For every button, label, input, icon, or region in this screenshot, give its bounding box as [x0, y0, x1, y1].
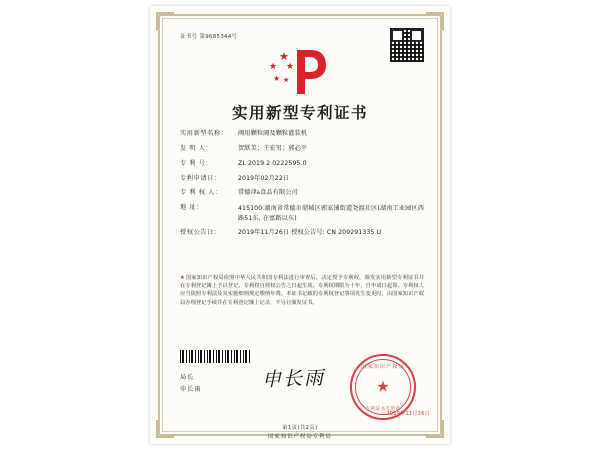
star-icon: ★	[273, 74, 281, 83]
field-label: 专利申请日：	[180, 174, 221, 182]
legal-note-text: 国家知识产权局依照中华人民共和国专利法进行审查后，决定授予专利权，颁发实用新型专利证书并在专利登记簿上予以登记。专利权自授权公告之日起生效。专利权期限为十年，自申请日起算。专利权人应当依照专利法及其实施细则规定缴纳年费。本证书记载的专利权登记事项发生变更时，由国家知识产权局办理登记手续并在专利登记簿上记录，不另行颁发证书。	[180, 275, 424, 306]
seal-top-text: 国家知识产权局	[361, 364, 405, 370]
field-label: 授权公告日：	[180, 229, 221, 237]
field-list	[180, 130, 424, 244]
note-star-icon: ★	[180, 275, 185, 281]
emblem-p-mark	[293, 48, 327, 96]
star-icon: ★	[269, 62, 278, 72]
corner-ornament	[426, 12, 444, 30]
field-row-address	[180, 204, 424, 223]
star-icon: ★	[286, 62, 295, 72]
page-number: 第1页(共2页)	[282, 425, 318, 431]
issuer-footer: 国家知识产权局专利局	[268, 434, 332, 440]
star-icon: ★	[279, 50, 289, 63]
field-value: 415100 湖南省常德市鼎城区郭家铺街道尧渡社区(湖南工业园区西路51东, 在富路以东)	[238, 205, 424, 222]
handwritten-signature: 申长雨	[261, 366, 326, 392]
field-row-grant-announcement	[180, 229, 424, 237]
qr-code	[390, 28, 424, 62]
field-value: ZL 2019 2 0222595.0	[238, 159, 307, 167]
seal-star-icon: ★	[376, 377, 390, 396]
field-value: 贺默美；王宏男；郭必平	[238, 144, 308, 152]
field-row-name	[180, 130, 424, 138]
field-label: 发 明 人：	[180, 144, 213, 152]
page-title: 实用新型专利证书	[231, 104, 368, 122]
certificate-serial-number: 证书号 第9685344号	[180, 34, 238, 40]
star-icon: ★	[283, 76, 290, 84]
patent-certificate	[150, 6, 450, 444]
field-value: 2019年02月22日	[238, 174, 290, 182]
field-row-patentee	[180, 189, 424, 197]
barcode	[180, 350, 250, 363]
field-value: 常德津ة食品有限公司	[238, 189, 298, 197]
field-row-application-date	[180, 175, 424, 183]
field-label: 实用新型名称：	[180, 130, 228, 137]
field-row-patent-number	[180, 160, 424, 168]
corner-ornament	[156, 12, 174, 30]
cnipa-red-emblem	[265, 46, 335, 98]
seal-date: 2019年11月26日	[386, 411, 430, 417]
field-label: 地 址：	[180, 204, 203, 212]
signature-name-label: 申长雨	[180, 386, 202, 393]
field-label: 专 利 号：	[180, 159, 213, 167]
field-value: 2019年11月26日 授权公告号: CN 209291335 U	[238, 229, 382, 237]
legal-note	[180, 274, 424, 307]
field-value: 阀用颗粒阀及颗粒灌装机	[238, 130, 308, 137]
seal-bottom-text: 专利证书专用章	[365, 407, 401, 412]
field-label: 专 利 权 人：	[180, 189, 222, 197]
field-row-inventor	[180, 145, 424, 153]
signature-title-label: 局长	[180, 374, 195, 381]
